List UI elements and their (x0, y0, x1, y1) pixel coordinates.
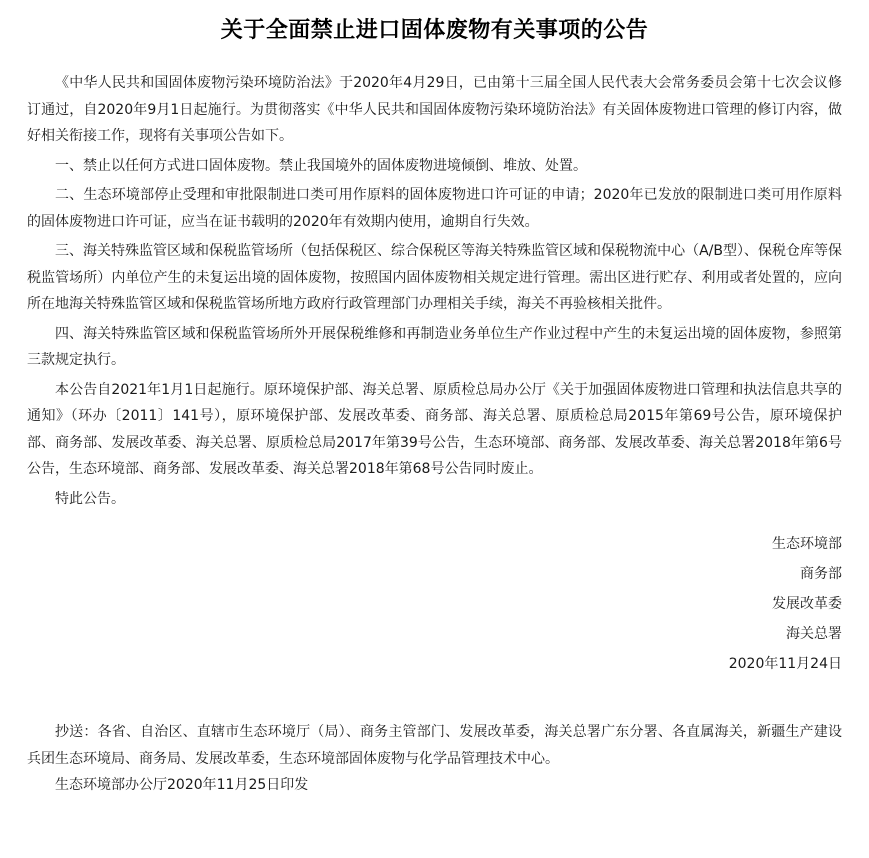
signature-ministry-commerce: 商务部 (800, 566, 842, 582)
signature-ndrc: 发展改革委 (772, 596, 842, 612)
paragraph-preamble: 《中华人民共和国固体废物污染环境防治法》于2020年4月29日，已由第十三届全国人民代表大会常务委员会第十七次会议修订通过，自2020年9月1日起施行。为贯彻落实《中华人民共和国固体废物污染环境防治法》有关固体废物进口管理的修订内容，做好相关衔接工作，现将有关事项公告如下。 (27, 75, 842, 144)
paragraph-item-4: 四、海关特殊监管区域和保税监管场所外开展保税维修和再制造业务单位生产作业过程中产生的未复运出境的固体废物，参照第三款规定执行。 (27, 325, 842, 368)
paragraph-effective-date: 本公告自2021年1月1日起施行。原环境保护部、海关总署、原质检总局办公厅《关于加强固体废物进口管理和执法信息共享的通知》（环办〔2011〕141号），原环境保护部、发展改革委、商务部、海关总署、原质检总局2015年第69号公告，原环境保护部、商务部、发展改革委、海关总署、原质检总局2017年第39号公告，生态环境部、商务部、发展改革委、海关总署2018年第6号公告，生态环境部、商务部、发展改革委、海关总署2018年第68号公告同时废止。 (27, 381, 842, 477)
paragraph-item-1: 一、禁止以任何方式进口固体废物。禁止我国境外的固体废物进境倾倒、堆放、处置。 (55, 157, 587, 174)
signature-block (27, 529, 842, 679)
document-body (27, 70, 842, 512)
document-title: 关于全面禁止进口固体废物有关事项的公告 (220, 18, 649, 43)
issued-line: 生态环境部办公厅2020年11月25日印发 (55, 777, 309, 793)
paragraph-item-2: 二、生态环境部停止受理和审批限制进口类可用作原料的固体废物进口许可证的申请；2020年已发放的限制进口类可用作原料的固体废物进口许可证，应当在证书载明的2020年有效期内使用，逾期自行失效。 (27, 187, 842, 230)
signature-customs: 海关总署 (786, 626, 842, 642)
distribution-block (27, 719, 842, 799)
signature-date: 2020年11月24日 (728, 656, 842, 672)
paragraph-item-3: 三、海关特殊监管区域和保税监管场所（包括保税区、综合保税区等海关特殊监管区域和保税物流中心（A/B型）、保税仓库等保税监管场所）内单位产生的未复运出境的固体废物，按照国内固体废物相关规定进行管理。需出区进行贮存、利用或者处置的，应向所在地海关特殊监管区域和保税监管场所地方政府行政管理部门办理相关手续，海关不再验核相关批件。 (27, 243, 842, 312)
signature-ministry-ecology: 生态环境部 (772, 536, 842, 552)
paragraph-closing: 特此公告。 (55, 490, 125, 507)
cc-list: 抄送：各省、自治区、直辖市生态环境厅（局）、商务主管部门、发展改革委，海关总署广东分署、各直属海关，新疆生产建设兵团生态环境局、商务局、发展改革委，生态环境部固体废物与化学品管理技术中心。 (27, 724, 842, 767)
